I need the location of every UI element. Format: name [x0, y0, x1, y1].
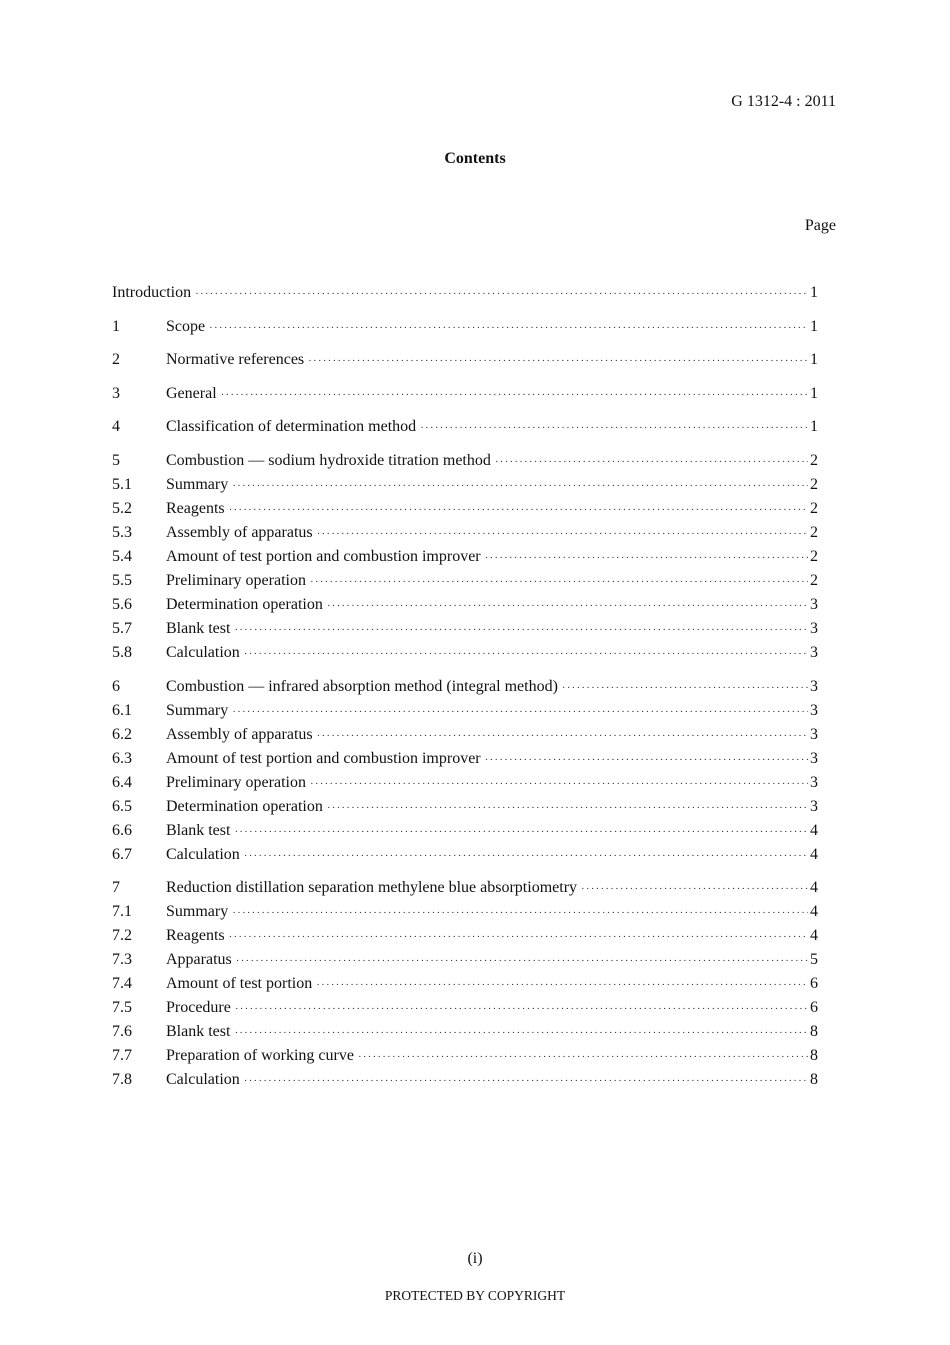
dot-leader — [244, 642, 808, 666]
toc-entry-page: 1 — [810, 351, 818, 369]
toc-entry-page: 6 — [810, 999, 818, 1017]
dot-leader — [234, 820, 808, 844]
standard-number: G 1312-4 : 2011 — [731, 93, 836, 110]
toc-entry-number: 5.4 — [112, 547, 132, 565]
dot-leader — [317, 522, 808, 546]
toc-entry-number: 7.6 — [112, 1023, 132, 1041]
toc-entry-number: 6.6 — [112, 821, 132, 839]
toc-entry-number: 7.8 — [112, 1071, 132, 1089]
toc-entry-title: Assembly of apparatus — [166, 725, 313, 743]
toc-entry-number: 7.1 — [112, 903, 132, 921]
toc-entry-title: Normative references — [166, 351, 305, 369]
dot-leader — [232, 700, 808, 724]
toc-entry-title: Amount of test portion and combustion improver — [166, 547, 481, 565]
toc-entry-title: Combustion — sodium hydroxide titration method — [166, 451, 491, 469]
toc-entry-page: 3 — [810, 797, 818, 815]
toc-entry-number: 6.1 — [112, 701, 132, 719]
toc-entry-title: Calculation — [166, 1071, 240, 1089]
toc-entry[interactable] — [112, 497, 818, 521]
toc-entry[interactable] — [112, 545, 818, 569]
toc-entry-number: 5.7 — [112, 619, 132, 637]
dot-leader — [232, 901, 808, 925]
toc-entry-page: 8 — [810, 1071, 818, 1089]
toc-entry[interactable] — [112, 1068, 818, 1092]
dot-leader — [234, 618, 808, 642]
toc-entry-page: 3 — [810, 677, 818, 695]
toc-entry-page: 5 — [810, 951, 818, 969]
toc-entry-title: Reagents — [166, 499, 225, 517]
toc-entry-page: 3 — [810, 773, 818, 791]
dot-leader — [244, 844, 808, 868]
toc-entry-title: Summary — [166, 701, 229, 719]
toc-entry[interactable] — [112, 415, 818, 439]
toc-entry-title: Assembly of apparatus — [166, 523, 313, 541]
toc-entry-page: 3 — [810, 701, 818, 719]
toc-entry[interactable] — [112, 473, 818, 497]
toc-entry-page: 8 — [810, 1023, 818, 1041]
dot-leader — [221, 383, 808, 407]
toc-entry-title: Blank test — [166, 821, 231, 839]
dot-leader — [229, 925, 808, 949]
toc-entry-title: Determination operation — [166, 797, 323, 815]
dot-leader — [562, 676, 808, 700]
toc-entry[interactable] — [112, 449, 818, 473]
dot-leader — [327, 796, 808, 820]
dot-leader — [195, 282, 808, 306]
toc-entry-page: 2 — [810, 499, 818, 517]
toc-entry-title: Combustion — infrared absorption method (integral method) — [166, 677, 558, 695]
toc-entry-title: Blank test — [166, 619, 231, 637]
toc-entry-page: 4 — [810, 903, 818, 921]
dot-leader — [358, 1045, 808, 1069]
toc-entry[interactable] — [112, 843, 818, 867]
toc-entry-page: 6 — [810, 975, 818, 993]
toc-entry-page: 3 — [810, 749, 818, 767]
toc-entry-title: Determination operation — [166, 595, 323, 613]
toc-entry[interactable] — [112, 521, 818, 545]
dot-leader — [308, 349, 808, 373]
toc-entry-page: 3 — [810, 643, 818, 661]
dot-leader — [236, 949, 808, 973]
dot-leader — [581, 877, 808, 901]
dot-leader — [244, 1069, 808, 1093]
toc-entry-number: 7.5 — [112, 999, 132, 1017]
toc-entry-title: General — [166, 384, 217, 402]
dot-leader — [310, 570, 808, 594]
dot-leader — [235, 997, 808, 1021]
toc-entry-number: 7.3 — [112, 951, 132, 969]
toc-entry-title: Amount of test portion — [166, 975, 313, 993]
toc-entry-title: Apparatus — [166, 951, 232, 969]
toc-entry[interactable] — [112, 771, 818, 795]
toc-entry-title: Classification of determination method — [166, 418, 417, 436]
toc-entry-number: 3 — [112, 384, 120, 402]
toc-entry[interactable] — [112, 569, 818, 593]
toc-entry[interactable] — [112, 972, 818, 996]
dot-leader — [485, 546, 808, 570]
toc-entry[interactable] — [112, 641, 818, 665]
toc-entry-number: 7.4 — [112, 975, 132, 993]
toc-entry-number: 5.2 — [112, 499, 132, 517]
toc-entry-page: 4 — [810, 845, 818, 863]
toc-entry-number: 7 — [112, 879, 120, 897]
toc-entry-title: Calculation — [166, 643, 240, 661]
toc-entry-number: 7.2 — [112, 927, 132, 945]
toc-entry-page: 8 — [810, 1047, 818, 1065]
toc-entry-number: 4 — [112, 418, 120, 436]
toc-entry-page: 3 — [810, 619, 818, 637]
toc-entry[interactable] — [112, 1044, 818, 1068]
toc-entry-number: 5.5 — [112, 571, 132, 589]
toc-entry[interactable] — [112, 996, 818, 1020]
toc-entry-number: 5.6 — [112, 595, 132, 613]
toc-entry[interactable] — [112, 699, 818, 723]
toc-entry-title: Introduction — [112, 284, 192, 301]
toc-entry-page: 2 — [810, 547, 818, 565]
toc-entry[interactable] — [112, 1020, 818, 1044]
toc-entry[interactable] — [112, 795, 818, 819]
toc-entry-title: Calculation — [166, 845, 240, 863]
toc-entry[interactable] — [112, 900, 818, 924]
toc-entry-number: 5.8 — [112, 643, 132, 661]
toc-entry-number: 7.7 — [112, 1047, 132, 1065]
toc-entry-number: 2 — [112, 351, 120, 369]
dot-leader — [485, 748, 808, 772]
toc-entry-title: Scope — [166, 317, 206, 335]
toc-entry[interactable] — [112, 382, 818, 406]
toc-entry-page: 2 — [810, 571, 818, 589]
toc-entry[interactable] — [112, 617, 818, 641]
toc-entry-page: 2 — [810, 523, 818, 541]
toc-entry-number: 5.1 — [112, 475, 132, 493]
toc-entry[interactable] — [112, 747, 818, 771]
toc-entry-page: 4 — [810, 879, 818, 897]
toc-entry-number: 1 — [112, 317, 120, 335]
dot-leader — [310, 772, 808, 796]
toc-entry-title: Procedure — [166, 999, 231, 1017]
toc-entry[interactable] — [112, 948, 818, 972]
toc-entry-page: 1 — [810, 418, 818, 436]
dot-leader — [495, 450, 808, 474]
dot-leader — [327, 594, 808, 618]
toc-entry-number: 6 — [112, 677, 120, 695]
toc-entry-title: Summary — [166, 475, 229, 493]
toc-entry-title: Preliminary operation — [166, 571, 306, 589]
toc-entry-title: Summary — [166, 903, 229, 921]
toc-entry[interactable] — [112, 593, 818, 617]
toc-entry[interactable] — [112, 675, 818, 699]
toc-entry-page: 2 — [810, 475, 818, 493]
toc-entry[interactable] — [112, 723, 818, 747]
dot-leader — [229, 498, 808, 522]
toc-entry-page: 4 — [810, 927, 818, 945]
toc-entry-page: 4 — [810, 821, 818, 839]
dot-leader — [316, 973, 808, 997]
dot-leader — [234, 1021, 808, 1045]
toc-entry-title: Preliminary operation — [166, 773, 306, 791]
toc-entry-page: 1 — [810, 317, 818, 335]
toc-entry-page: 2 — [810, 451, 818, 469]
toc-entry[interactable] — [112, 924, 818, 948]
toc-entry-number: 5 — [112, 451, 120, 469]
toc-entry-title: Reduction distillation separation methylene blue absorptiometry — [166, 879, 578, 897]
toc-entry-page: 1 — [810, 384, 818, 402]
toc-entry-number: 6.7 — [112, 845, 132, 863]
toc-entry-page: 3 — [810, 595, 818, 613]
page-column-label: Page — [804, 217, 836, 234]
toc-entry-number: 6.3 — [112, 749, 132, 767]
toc-entry-title: Amount of test portion and combustion improver — [166, 749, 481, 767]
toc-entry[interactable] — [112, 819, 818, 843]
toc-entry[interactable] — [112, 281, 818, 305]
toc-entry-title: Preparation of working curve — [166, 1047, 354, 1065]
table-of-contents — [112, 281, 818, 1092]
dot-leader — [420, 416, 808, 440]
toc-entry-number: 6.2 — [112, 725, 132, 743]
dot-leader — [317, 724, 808, 748]
page-title: Contents — [444, 150, 506, 167]
toc-entry-page: 1 — [810, 284, 818, 301]
dot-leader — [232, 474, 808, 498]
toc-entry-title: Reagents — [166, 927, 225, 945]
toc-entry-number: 6.4 — [112, 773, 132, 791]
toc-entry-page: 3 — [810, 725, 818, 743]
toc-entry-number: 6.5 — [112, 797, 132, 815]
toc-entry[interactable] — [112, 315, 818, 339]
dot-leader — [209, 316, 808, 340]
toc-entry-title: Blank test — [166, 1023, 231, 1041]
toc-entry[interactable] — [112, 348, 818, 372]
toc-entry-number: 5.3 — [112, 523, 132, 541]
toc-entry[interactable] — [112, 876, 818, 900]
page-folio: (i) — [467, 1250, 483, 1267]
copyright-notice: PROTECTED BY COPYRIGHT — [384, 1288, 566, 1303]
